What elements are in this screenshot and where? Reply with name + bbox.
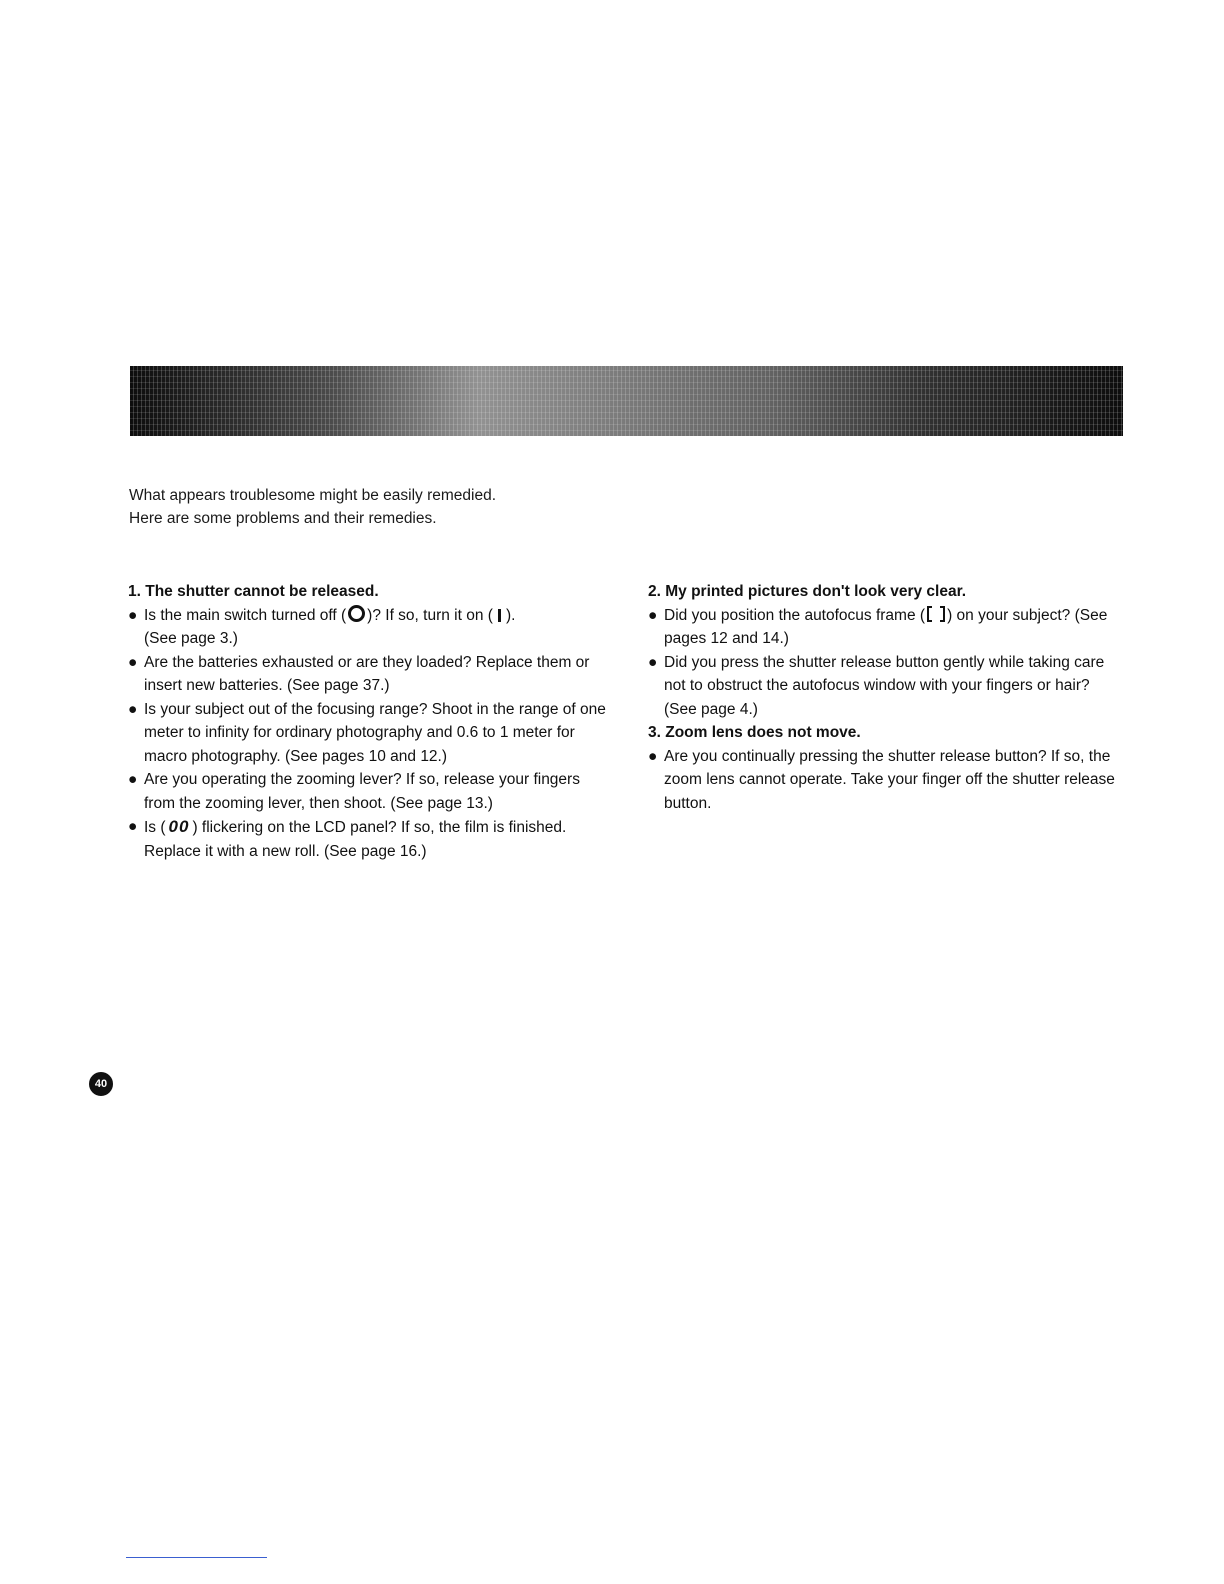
section-2-heading: 2. My printed pictures don't look very clear. (648, 583, 967, 600)
item-text: Did you press the shutter release button gently while taking care not to obstruct the autofocus window with your fingers or hair? (See page 4.) (664, 653, 1105, 718)
intro-line-2: Here are some problems and their remedies. (129, 510, 437, 527)
item-text: )? If so, turn it on ( (367, 606, 493, 624)
list-item (128, 604, 608, 651)
item-text: Did you position the autofocus frame ( (664, 606, 926, 624)
banner-scanlines (130, 366, 1123, 436)
list-item (128, 651, 608, 698)
bullet-icon: ● (128, 818, 138, 835)
bullet-icon: ● (128, 606, 138, 624)
list-item (648, 651, 1118, 722)
item-ref: (See page 3.) (144, 630, 238, 647)
section-3-heading: 3. Zoom lens does not move. (648, 724, 861, 741)
footer-rule (126, 1557, 267, 1558)
list-item (128, 768, 608, 815)
item-text: Is your subject out of the focusing range? Shoot in the range of one meter to infinity for ordinary photography and 0.6 to 1 meter for macro photography. (See pages 10 and 12.) (144, 700, 606, 765)
autofocus-frame-icon (927, 606, 945, 622)
item-text: Is the main switch turned off ( (144, 606, 347, 624)
list-item (128, 815, 608, 863)
bullet-icon: ● (648, 747, 658, 765)
section-3-list (648, 745, 1118, 816)
item-text: Are the batteries exhausted or are they loaded? Replace them or insert new batteries. (See page 37.) (144, 653, 590, 694)
right-column (648, 580, 1118, 815)
header-banner (130, 366, 1123, 436)
list-item (128, 698, 608, 769)
bullet-icon: ● (128, 700, 138, 718)
list-item (648, 604, 1118, 651)
bar-icon (498, 609, 501, 622)
bullet-icon: ● (648, 653, 658, 671)
list-item (648, 745, 1118, 816)
circle-icon (348, 605, 365, 622)
bullet-icon: ● (128, 771, 138, 788)
item-text: ). (505, 606, 516, 624)
item-text: ) flickering on the LCD panel? If so, the film is finished. Replace it with a new roll. (See page 16.) (144, 819, 567, 860)
intro-line-1: What appears troublesome might be easily remedied. (129, 487, 497, 504)
section-2-list (648, 604, 1118, 722)
section-1-heading: 1. The shutter cannot be released. (128, 583, 379, 600)
section-1-list (128, 604, 608, 864)
item-text: Are you continually pressing the shutter release button? If so, the zoom lens cannot operate. Take your finger off the shutter release button. (664, 747, 1115, 812)
item-text: Are you operating the zooming lever? If so, release your fingers from the zooming lever, then shoot. (See page 13.) (144, 771, 580, 812)
item-text: Is ( (144, 819, 166, 836)
intro-text (129, 484, 649, 530)
bullet-icon: ● (128, 653, 138, 671)
page-number: 40 (89, 1072, 113, 1096)
item-text: ) on your subject? (See pages 12 and 14.) (664, 606, 1108, 647)
bullet-icon: ● (648, 606, 658, 624)
left-column (128, 580, 608, 863)
lcd-counter-icon: 00 (168, 817, 190, 836)
